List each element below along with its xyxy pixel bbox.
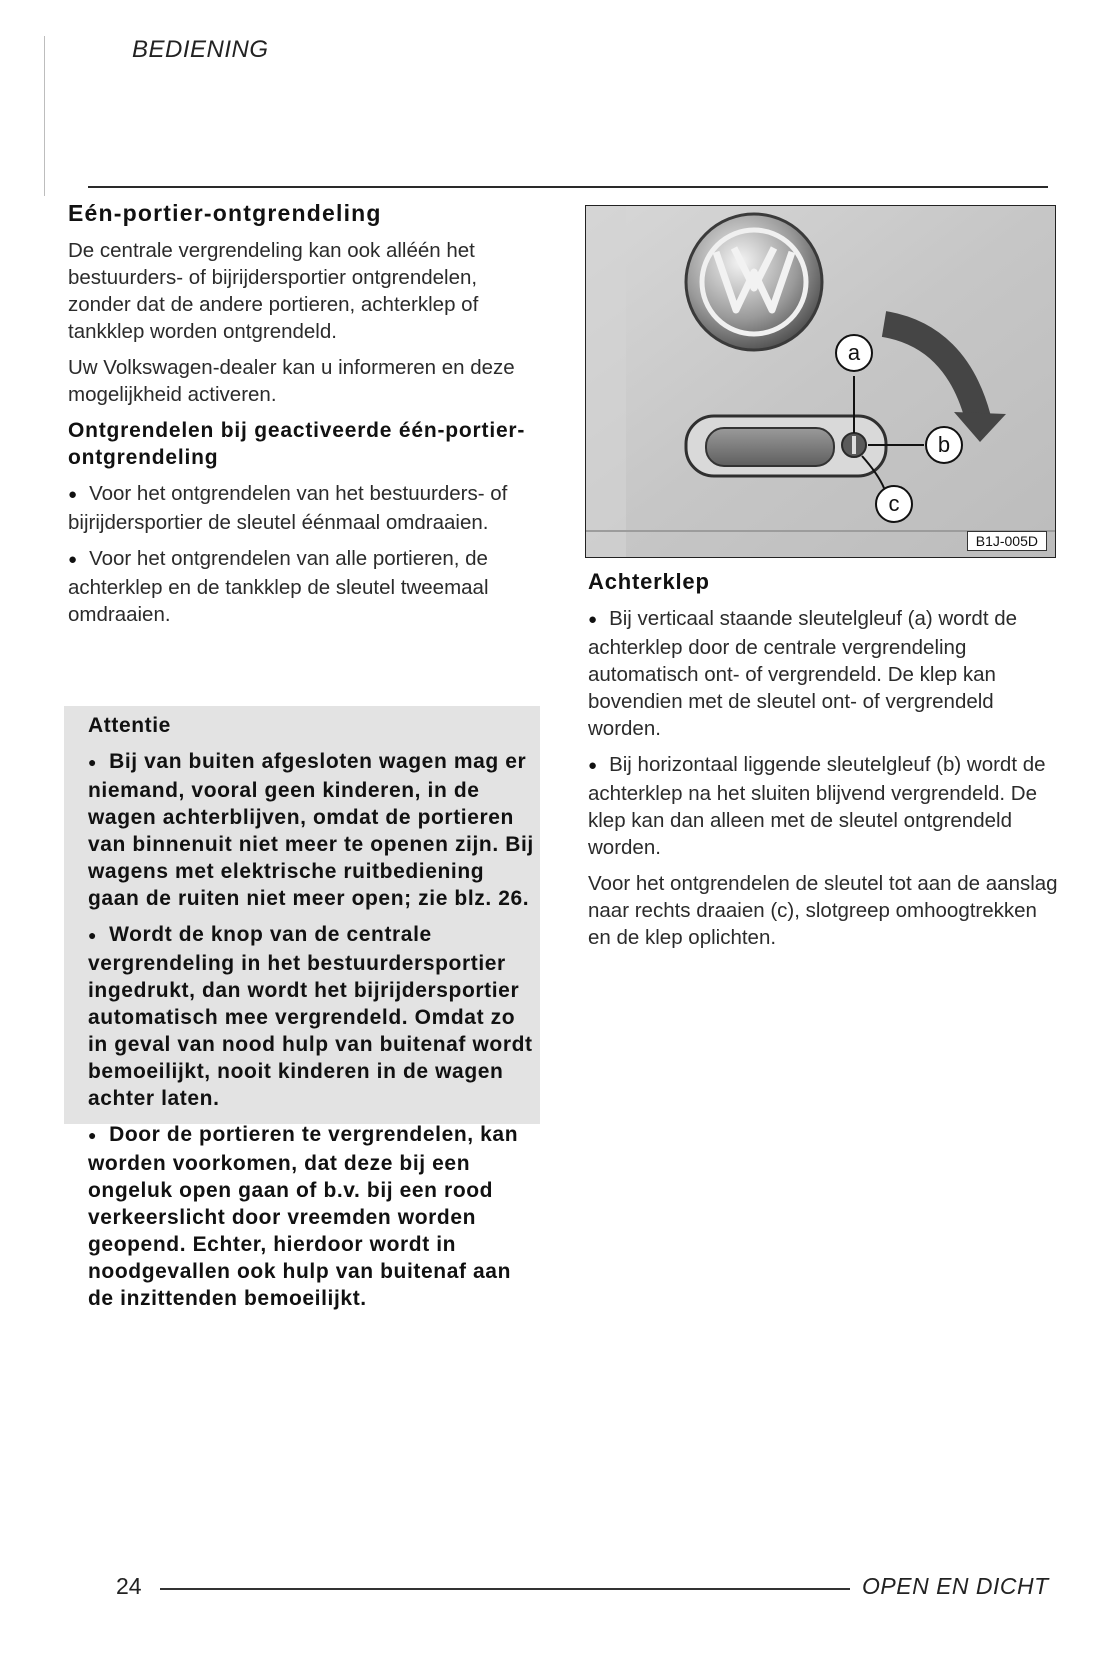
- bullet-text: ) wordt de achterklep door de centrale vergrendeling automatisch ont- of vergrendeld. De klep kan bovendien met de sleutel ont- of vergrendeld worden.: [588, 607, 1018, 740]
- bullet-item: ● Voor het ontgrendelen van het bestuurders- of bijrijdersportier de sleutel éénmaal omdraaien.: [68, 480, 540, 536]
- subheading-ontgrendelen: Ontgrendelen bij geactiveerde één-portier-ontgrendeling: [68, 419, 526, 469]
- paragraph: [588, 870, 1058, 951]
- vw-logo-icon: [686, 214, 822, 350]
- margin-line: [44, 36, 45, 196]
- attentie-box: [88, 712, 538, 1321]
- figure-code: B1J-005D: [967, 531, 1047, 551]
- heading-achterklep: Achterklep: [588, 569, 710, 594]
- section-header: BEDIENING: [132, 36, 269, 63]
- bullet-text: Bij horizontaal liggende sleutelgleuf (: [609, 753, 943, 776]
- tailgate-figure: [585, 205, 1056, 558]
- key-letter: a: [914, 607, 926, 630]
- key-letter: b: [942, 753, 955, 776]
- bullet-item: ● Voor het ontgrendelen van alle portieren, de achterklep en de tankklep de sleutel tweemaal omdraaien.: [68, 545, 540, 628]
- footer-rule: [160, 1588, 850, 1590]
- keyhole-icon: [842, 433, 866, 457]
- attentie-title: Attentie: [88, 714, 171, 737]
- callout-a-label: a: [847, 340, 861, 365]
- chapter-title: OPEN EN DICHT: [862, 1573, 1049, 1599]
- heading-een-portier: Eén-portier-ontgrendeling: [68, 200, 382, 226]
- right-column: [588, 568, 1058, 960]
- bullet-text: ) wordt de achterklep na het sluiten blijvend vergrendeld. De klep kan dan alleen met de sleutel ontgrendeld worden.: [588, 753, 1046, 859]
- callout-c-label: c: [888, 491, 900, 516]
- paragraph: Uw Volkswagen-dealer kan u informeren en deze mogelijkheid activeren.: [68, 356, 515, 406]
- warning-item: ● Door de portieren te vergrendelen, kan worden voorkomen, dat deze bij een ongeluk open gaan of b.v. bij een rood verkeerslicht door vreemden worden geopend. Echter, hierdoor wordt in noodgevallen ook hulp van buitenaf aan de inzittenden bemoeilijkt.: [88, 1121, 538, 1312]
- left-column: [68, 200, 540, 637]
- bullet-item: [588, 751, 1058, 861]
- callout-b-label: b: [937, 432, 951, 457]
- paragraph: De centrale vergrendeling kan ook alléén het bestuurders- of bijrijdersportier ontgrendelen, zonder dat de andere portieren, achterklep of tankklep worden ontgrendeld.: [68, 239, 479, 343]
- header-rule: [88, 186, 1048, 188]
- warning-item: ● Bij van buiten afgesloten wagen mag er niemand, vooral geen kinderen, in de wagen achterblijven, omdat de portieren van binnenuit niet meer te openen zijn. Bij wagens met elektrische ruitbediening gaan de ruiten niet meer open; zie blz. 26.: [88, 748, 538, 912]
- bullet-item: [588, 605, 1058, 742]
- paragraph-text: ), slotgreep omhoogtrekken en de klep oplichten.: [588, 899, 1037, 949]
- page-number: 24: [116, 1573, 142, 1599]
- paragraph-text: Voor het ontgrendelen de sleutel tot aan de aanslag naar rechts draaien (: [588, 872, 1058, 922]
- tailgate-illustration: [586, 206, 1056, 558]
- warning-item: ● Wordt de knop van de centrale vergrendeling in het bestuurdersportier ingedrukt, dan wordt het bijrijdersportier automatisch mee vergrendeld. Omdat zo in geval van nood hulp van buitenaf wordt bemoeilijkt, nooit kinderen in de wagen achter laten.: [88, 921, 538, 1112]
- key-letter: c: [777, 899, 788, 922]
- bullet-text: Bij verticaal staande sleutelgleuf (: [609, 607, 915, 630]
